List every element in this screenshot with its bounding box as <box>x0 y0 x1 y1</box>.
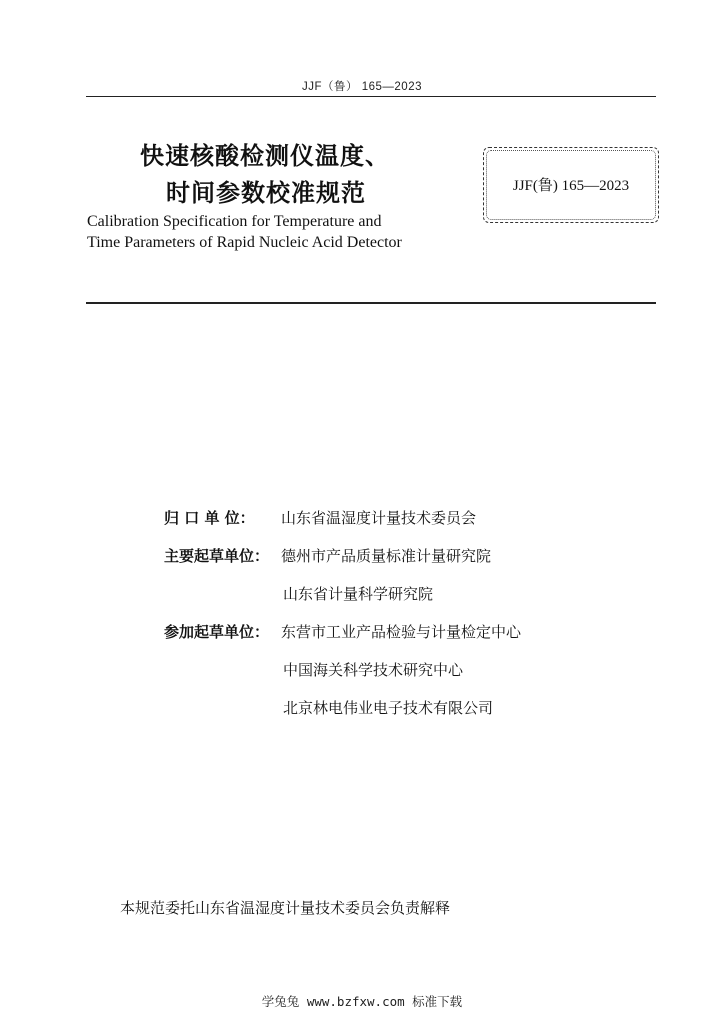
title-chinese-line-1: 快速核酸检测仪温度、 <box>140 142 390 170</box>
header-standard-code: JJF（鲁） 165—2023 <box>302 81 422 93</box>
title-english-line-2: Time Parameters of Rapid Nucleic Acid Detector <box>87 234 402 251</box>
standard-code-box <box>483 147 659 223</box>
title-english <box>87 211 402 253</box>
participating-unit-value: 北京林电伟业电子技术有限公司 <box>283 699 494 717</box>
main-drafting-unit-label: 主要起草单位： <box>164 547 270 565</box>
gui-kou-unit-label: 归 口 单 位： <box>164 509 255 527</box>
interpretation-statement: 本规范委托山东省温湿度计量技术委员会负责解释 <box>120 899 451 917</box>
main-drafting-unit-row <box>164 546 491 566</box>
title-divider <box>86 302 656 304</box>
title-chinese-line-2: 时间参数校准规范 <box>166 179 366 207</box>
code-box-text: JJF(鲁) 165—2023 <box>512 178 630 194</box>
participating-unit-value: 东营市工业产品检验与计量检定中心 <box>281 623 522 641</box>
header-divider <box>86 96 656 97</box>
gui-kou-unit-row <box>164 508 476 528</box>
gui-kou-unit-value: 山东省温湿度计量技术委员会 <box>281 509 477 527</box>
main-drafting-unit-value: 山东省计量科学研究院 <box>283 585 434 603</box>
participating-unit-label: 参加起草单位： <box>164 623 270 641</box>
participating-unit-value: 中国海关科学技术研究中心 <box>283 661 464 679</box>
title-english-line-1: Calibration Specification for Temperature and <box>87 213 382 230</box>
main-drafting-unit-value: 德州市产品质量标准计量研究院 <box>281 547 492 565</box>
download-watermark: 学兔兔 www.bzfxw.com 标准下载 <box>261 994 463 1009</box>
participating-unit-row <box>164 622 521 642</box>
